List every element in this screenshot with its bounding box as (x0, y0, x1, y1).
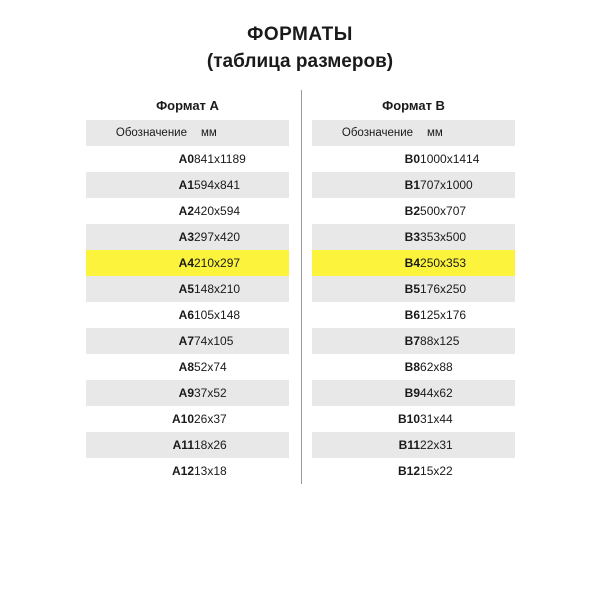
cell-format-a-code: A1 (86, 172, 194, 198)
table-row (86, 380, 515, 406)
cell-format-b-code: B7 (312, 328, 420, 354)
table-row (86, 328, 515, 354)
spacer-right (301, 90, 312, 120)
cell-format-b-size: 250x353 (420, 250, 515, 276)
cell-format-b-size: 176x250 (420, 276, 515, 302)
spacer-right (301, 354, 312, 380)
cell-format-b-size: 44x62 (420, 380, 515, 406)
cell-format-b-size: 500x707 (420, 204, 467, 218)
table-row (86, 172, 515, 198)
spacer-left (289, 276, 300, 302)
cell-format-a-code: A10 (171, 412, 194, 426)
table-row (86, 302, 515, 328)
cell-format-b-code: B3 (312, 224, 420, 250)
table-row (86, 354, 515, 380)
column-divider (300, 224, 301, 250)
cell-format-a-code: A4 (86, 250, 194, 276)
cell-format-a-size: 13x18 (194, 464, 227, 478)
title-block (0, 0, 600, 76)
spacer-right (301, 276, 312, 302)
spacer-left (289, 198, 300, 224)
cell-format-a-size: 74x105 (194, 328, 289, 354)
table-row (86, 276, 515, 302)
page-title: ФОРМАТЫ (247, 24, 353, 45)
cell-format-b-size: 707x1000 (420, 172, 515, 198)
cell-format-a-code: A12 (171, 464, 194, 478)
spacer-left (289, 406, 300, 432)
cell-format-a-code: A11 (86, 432, 194, 458)
cell-format-b-size: 88x125 (420, 328, 515, 354)
spacer-left (289, 120, 300, 146)
cell-format-a-code: A3 (86, 224, 194, 250)
cell-format-a-size: 420x594 (194, 204, 241, 218)
cell-format-a-size: 26x37 (194, 412, 227, 426)
cell-format-b-code: B5 (312, 276, 420, 302)
column-header-b-size: мм (420, 120, 515, 146)
table-row (86, 250, 515, 276)
cell-format-b-code: B12 (398, 464, 421, 478)
formats-table (86, 90, 515, 484)
column-divider (300, 302, 301, 328)
page-subtitle: (таблица размеров) (206, 51, 394, 72)
spacer-right (301, 302, 312, 328)
cell-format-b-size: 125x176 (420, 308, 467, 322)
spacer-right (301, 172, 312, 198)
table-row (86, 146, 515, 172)
cell-format-b-code: B1 (312, 172, 420, 198)
cell-format-b-size: 353x500 (420, 224, 515, 250)
spacer-right (301, 328, 312, 354)
cell-format-a-size: 37x52 (194, 380, 289, 406)
cell-format-b-size: 62x88 (420, 360, 453, 374)
cell-format-b-code: B10 (398, 412, 421, 426)
cell-format-a-code: A8 (178, 360, 194, 374)
formats-table-wrapper (86, 90, 514, 484)
cell-format-a-size: 210x297 (194, 250, 289, 276)
cell-format-b-code: B11 (312, 432, 420, 458)
spacer-left (289, 458, 300, 484)
spacer-left (289, 250, 300, 276)
table-row (86, 458, 515, 484)
cell-format-a-size: 297x420 (194, 224, 289, 250)
spacer-left (289, 90, 300, 120)
column-divider (300, 354, 301, 380)
cell-format-a-size: 841x1189 (194, 152, 246, 166)
column-divider (300, 458, 301, 484)
spacer-right (301, 432, 312, 458)
cell-format-a-code: A2 (178, 204, 194, 218)
spacer-left (289, 328, 300, 354)
column-divider (300, 172, 301, 198)
column-divider (300, 328, 301, 354)
column-divider (300, 90, 301, 120)
cell-format-a-size: 594x841 (194, 172, 289, 198)
column-header-a-code: Обозначение (86, 120, 194, 146)
table-row (86, 224, 515, 250)
cell-format-a-code: A0 (178, 152, 194, 166)
column-divider (300, 120, 301, 146)
column-divider (300, 432, 301, 458)
cell-format-b-code: B0 (404, 152, 421, 166)
cell-format-b-code: B6 (404, 308, 421, 322)
table-row (86, 406, 515, 432)
spacer-right (301, 146, 312, 172)
column-header-row (86, 120, 515, 146)
spacer-right (301, 198, 312, 224)
column-divider (300, 406, 301, 432)
cell-format-b-code: B4 (312, 250, 420, 276)
column-divider (300, 276, 301, 302)
cell-format-b-size: 1000x1414 (420, 152, 480, 166)
spacer-left (289, 302, 300, 328)
spacer-right (301, 250, 312, 276)
spacer-left (289, 146, 300, 172)
group-heading-b: Формат В (312, 90, 515, 120)
cell-format-b-code: B8 (404, 360, 421, 374)
column-divider (300, 380, 301, 406)
column-header-b-code: Обозначение (312, 120, 420, 146)
cell-format-a-size: 18x26 (194, 432, 289, 458)
cell-format-b-size: 31x44 (420, 412, 453, 426)
spacer-right (301, 458, 312, 484)
spacer-right (301, 224, 312, 250)
spacer-right (301, 406, 312, 432)
spacer-right (301, 120, 312, 146)
cell-format-a-code: A7 (86, 328, 194, 354)
group-heading-row (86, 90, 515, 120)
cell-format-b-code: B2 (404, 204, 421, 218)
group-heading-a: Формат А (86, 90, 289, 120)
column-header-a-size: мм (194, 120, 289, 146)
cell-format-a-size: 105x148 (194, 308, 241, 322)
spacer-left (289, 172, 300, 198)
cell-format-b-size: 15x22 (420, 464, 453, 478)
spacer-right (301, 380, 312, 406)
cell-format-b-code: B9 (312, 380, 420, 406)
cell-format-a-code: A9 (86, 380, 194, 406)
spacer-left (289, 380, 300, 406)
spacer-left (289, 224, 300, 250)
column-divider (300, 146, 301, 172)
cell-format-a-size: 148x210 (194, 276, 289, 302)
column-divider (300, 198, 301, 224)
cell-format-a-code: A5 (86, 276, 194, 302)
cell-format-a-code: A6 (178, 308, 194, 322)
spacer-left (289, 354, 300, 380)
spacer-left (289, 432, 300, 458)
table-row (86, 432, 515, 458)
cell-format-a-size: 52x74 (194, 360, 227, 374)
table-row (86, 198, 515, 224)
column-divider (300, 250, 301, 276)
cell-format-b-size: 22x31 (420, 432, 515, 458)
